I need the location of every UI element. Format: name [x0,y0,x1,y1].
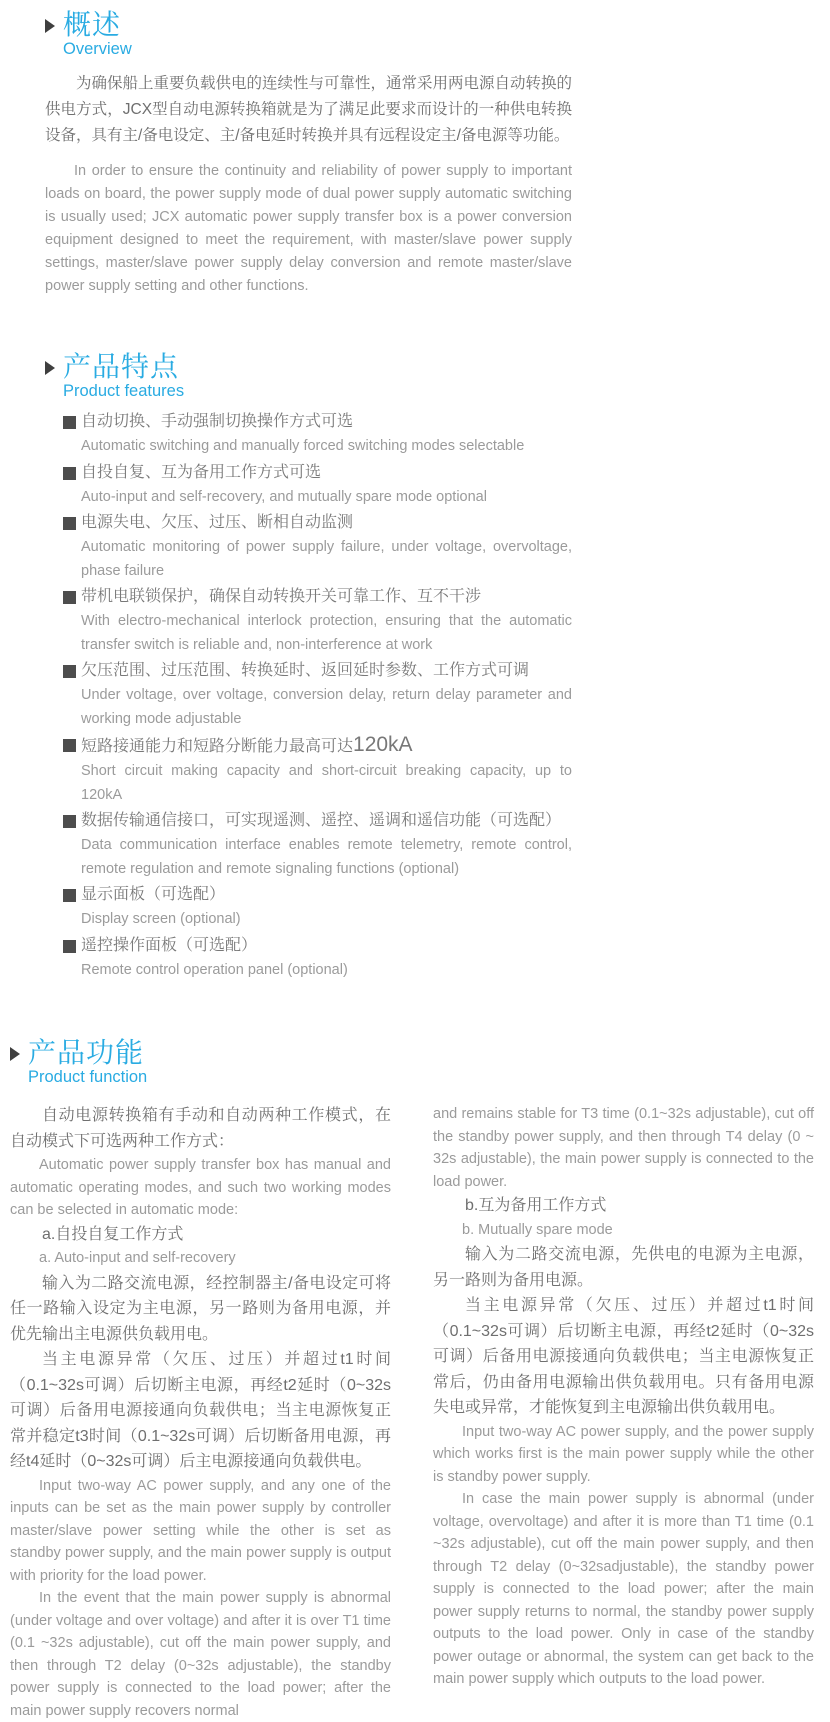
functions-paragraph-zh: 当主电源异常（欠压、过压）并超过t1时间（0.1~32s可调）后切断主电源，再经t2延时（0~32s可调）后备用电源接通向负载供电；当主电源恢复正常后，仍由备用电源输出供负载用电。只有备用电源失电或异常，才能恢复到主电源输出供负载用电。 [433,1297,814,1416]
features-header [45,352,572,401]
functions-paragraph-zh: 输入为二路交流电源，经控制器主/备电设定可将任一路输入设定为主电源，另一路则为备用电源，并优先输出主电源供负载用电。 [10,1274,391,1343]
feature-item [63,933,572,983]
feature-zh: 带机电联锁保护，确保自动转换开关可靠工作、互不干涉 [81,588,482,605]
functions-paragraph-en: In case the main power supply is abnormal (under voltage, overvoltage) and after it is more than T1 time (0.1 ~32s adjustable), cut off the main power supply, and then through T2 delay (0~32sadjustable), the standby power supply is connected to the load power; after the main power supply returns to normal, the standby power supply outputs to the load power. Only in case of the standby power outage or abnormal, the system can get back to the main power supply which outputs to the load power. [433,1491,814,1687]
bullet-square-icon [63,815,76,828]
feature-en: Short circuit making capacity and short-circuit breaking capacity, up to 120kA [81,763,572,803]
bullet-square-icon [63,517,76,530]
feature-item [63,732,572,807]
functions-subitem-zh: a.自投自复工作方式 [42,1225,184,1243]
functions-paragraph-en: Input two-way AC power supply, and any one of the inputs can be set as the main power supply by controller master/slave power setting while the other is set as standby power supply, and the main power supply is output with priority for the load power. [10,1477,391,1584]
section-arrow-icon [45,361,55,375]
feature-highlight-value: 120kA [353,733,413,756]
functions-paragraph-en: Automatic power supply transfer box has manual and automatic operating modes, and such two working modes can be selected in automatic mode: [10,1157,391,1218]
section-overview [45,0,572,298]
feature-zh: 欠压范围、过压范围、转换延时、返回延时参数、工作方式可调 [81,662,530,679]
feature-en: Automatic monitoring of power supply failure, under voltage, overvoltage, phase failure [81,539,572,579]
feature-item [63,584,572,657]
feature-zh: 电源失电、欠压、过压、断相自动监测 [81,514,354,531]
section-subtitle-en: Product function [28,1068,148,1086]
left-column [10,1103,391,1722]
feature-item [63,808,572,881]
feature-item [63,460,572,510]
bullet-square-icon [63,416,76,429]
feature-zh: 数据传输通信接口，可实现遥测、遥控、遥调和遥信功能（可选配） [81,812,562,829]
functions-paragraph-zh: 自动电源转换箱有手动和自动两种工作模式，在自动模式下可选两种工作方式： [10,1107,391,1150]
bullet-square-icon [63,739,76,752]
functions-subitem-en: a. Auto-input and self-recovery [39,1250,236,1266]
section-functions [0,1038,830,1722]
functions-paragraph-en: In the event that the main power supply is abnormal (under voltage and over voltage) and after it is over T1 time (0.1 ~32s adjustable), cut off the main power supply, and then through T2 delay (0~32s adjustable), the standby power supply is connected to the load power; after the main power supply recovers normal [10,1590,391,1719]
feature-zh: 自动切换、手动强制切换操作方式可选 [81,413,354,430]
bullet-square-icon [63,591,76,604]
bullet-square-icon [63,467,76,480]
right-column [433,1103,814,1722]
feature-zh [81,732,572,760]
functions-subitem-en: b. Mutually spare mode [462,1221,613,1238]
functions-subitem-zh: b.互为备用工作方式 [465,1197,607,1214]
feature-en: Under voltage, over voltage, conversion delay, return delay parameter and working mode adjustable [81,687,572,727]
section-title-zh: 产品特点 [63,351,180,382]
functions-paragraph-en: Input two-way AC power supply, and the power supply which works first is the main power supply while the other is standby power supply. [433,1423,814,1485]
section-features [45,352,572,982]
bullet-square-icon [63,665,76,678]
two-column-text [10,1103,814,1722]
functions-paragraph-zh: 当主电源异常（欠压、过压）并超过t1时间（0.1~32s可调）后切断主电源，再经t2延时（0~32s可调）后备用电源接通向负载供电；当主电源恢复正常并稳定t3时间（0.1~32s可调）后切断备用电源，再经t4延时（0~32s可调）后主电源接通向负载供电。 [10,1351,391,1470]
bullet-square-icon [63,889,76,902]
feature-zh: 遥控操作面板（可选配） [81,936,258,954]
feature-en: Data communication interface enables remote telemetry, remote control, remote regulation and remote signaling functions (optional) [81,837,572,877]
feature-item [63,409,572,459]
feature-en: Remote control operation panel (optional) [81,961,348,978]
section-title-zh: 产品功能 [28,1037,145,1068]
feature-en: Automatic switching and manually forced switching modes selectable [81,438,525,454]
functions-header [10,1038,814,1087]
feature-zh: 显示面板（可选配） [81,886,226,903]
section-arrow-icon [10,1047,20,1061]
section-subtitle-en: Product features [63,382,185,400]
feature-en: With electro-mechanical interlock protection, ensuring that the automatic transfer switch is reliable and, non-interference at work [81,613,572,653]
functions-paragraph-zh: 输入为二路交流电源，先供电的电源为主电源，另一路则为备用电源。 [433,1246,814,1289]
functions-paragraph-en: and remains stable for T3 time (0.1~32s adjustable), cut off the standby power supply, and then through T4 delay (0 ~ 32s adjustable), the main power supply is connected to the load power. [433,1106,814,1190]
section-arrow-icon [45,19,55,33]
section-title-zh: 概述 [63,9,122,40]
feature-zh-text: 短路接通能力和短路分断能力最高可达 [81,738,354,755]
feature-item [63,882,572,932]
feature-zh: 自投自复、互为备用工作方式可选 [81,463,322,481]
feature-item [63,510,572,583]
feature-item [63,658,572,731]
overview-paragraph-zh: 为确保船上重要负载供电的连续性与可靠性，通常采用两电源自动转换的供电方式，JCX型自动电源转换箱就是为了满足此要求而设计的一种供电转换设备，具有主/备电设定、主/备电延时转换并具有远程设定主/备电源等功能。 [45,75,573,144]
section-subtitle-en: Overview [63,40,132,58]
bullet-square-icon [63,940,76,953]
overview-paragraph-en: In order to ensure the continuity and reliability of power supply to important loads on board, the power supply mode of dual power supply automatic switching is usually used; JCX automatic power supply transfer box is a power conversion equipment designed to meet the requirement, with master/slave power supply settings, master/slave power supply delay conversion and remote master/slave power supply setting and other functions. [45,163,572,294]
feature-en: Auto-input and self-recovery, and mutually spare mode optional [81,488,487,505]
overview-header [45,10,572,59]
feature-list [63,409,572,982]
feature-en: Display screen (optional) [81,911,241,927]
